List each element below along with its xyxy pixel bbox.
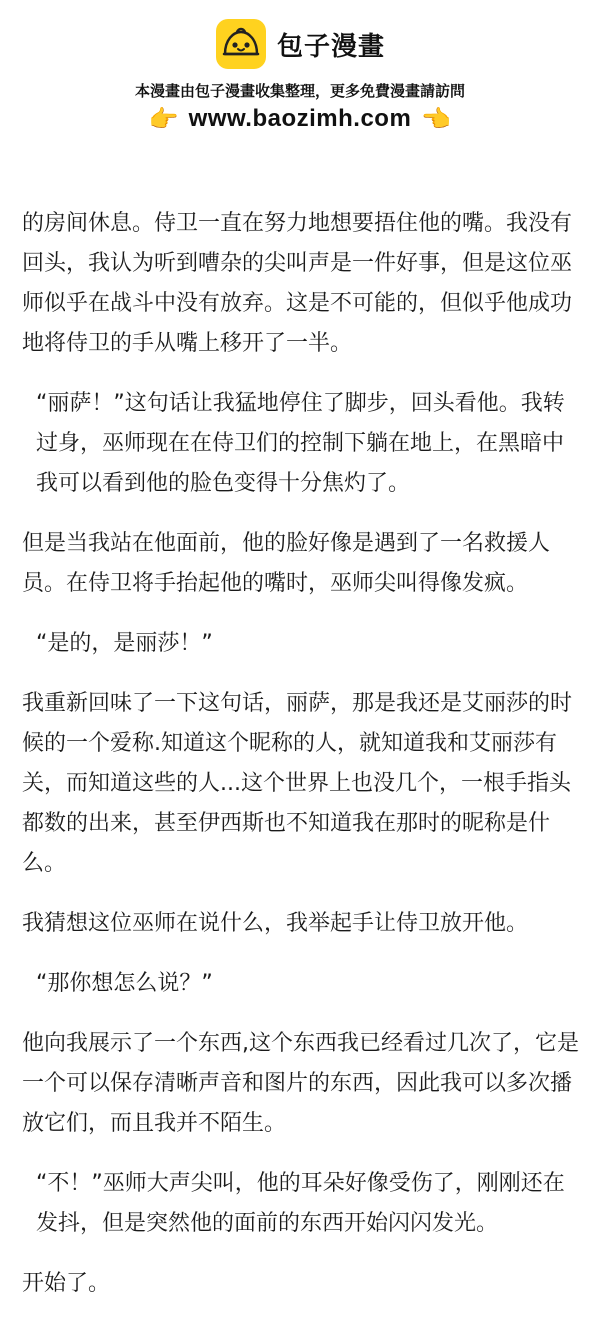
- paragraph: 但是当我站在他面前，他的脸好像是遇到了一名救援人员。在侍卫将手抬起他的嘴时，巫师尖叫得像发疯。: [22, 531, 551, 596]
- paragraph: “那你想怎么说？”: [36, 971, 213, 996]
- header-subtitle: 本漫畫由包子漫畫收集整理，更多免費漫畫請訪問: [134, 82, 465, 100]
- paragraph: 我重新回味了一下这句话，丽萨，那是我还是艾丽莎的时候的一个爱称.知道这个昵称的人，就知道我和艾丽莎有关，而知道这些的人...这个世界上也没几个，一根手指头都数的出来，甚至伊西斯也不知道我在那时的昵称是什么。: [22, 691, 573, 876]
- paragraph: 他向我展示了一个东西,这个东西我已经看过几次了，它是一个可以保存清晰声音和图片的东西，因此我可以多次播放它们，而且我并不陌生。: [22, 1031, 579, 1136]
- paragraph: “丽萨！”这句话让我猛地停住了脚步，回头看他。我转过身，巫师现在在侍卫们的控制下躺在地上，在黑暗中我可以看到他的脸色变得十分焦灼了。: [36, 391, 565, 496]
- brand-name: 包子漫畫: [276, 31, 385, 62]
- paragraph: 我猜想这位巫师在说什么，我举起手让侍卫放开他。: [22, 911, 529, 936]
- site-header: [0, 0, 600, 150]
- logo-row[interactable]: [0, 18, 600, 70]
- paragraph: “不！”巫师大声尖叫，他的耳朵好像受伤了，刚刚还在发抖，但是突然他的面前的东西开始闪闪发光。: [36, 1171, 565, 1236]
- pointing-right-hand-icon: 👉: [148, 105, 179, 133]
- site-url-link[interactable]: www.baozimh.com: [188, 105, 412, 132]
- url-row[interactable]: [0, 104, 600, 134]
- paragraph: 开始了。: [22, 1271, 111, 1296]
- paragraph: “是的，是丽莎！”: [36, 631, 213, 656]
- chapter-text: [22, 204, 582, 1324]
- bun-mascot-icon: [215, 18, 267, 70]
- paragraph: 的房间休息。侍卫一直在努力地想要捂住他的嘴。我没有回头，我认为听到嘈杂的尖叫声是一件好事，但是这位巫师似乎在战斗中没有放弃。这是不可能的，但似乎他成功地将侍卫的手从嘴上移开了一半。: [22, 211, 573, 356]
- pointing-left-hand-icon: 👈: [421, 105, 452, 133]
